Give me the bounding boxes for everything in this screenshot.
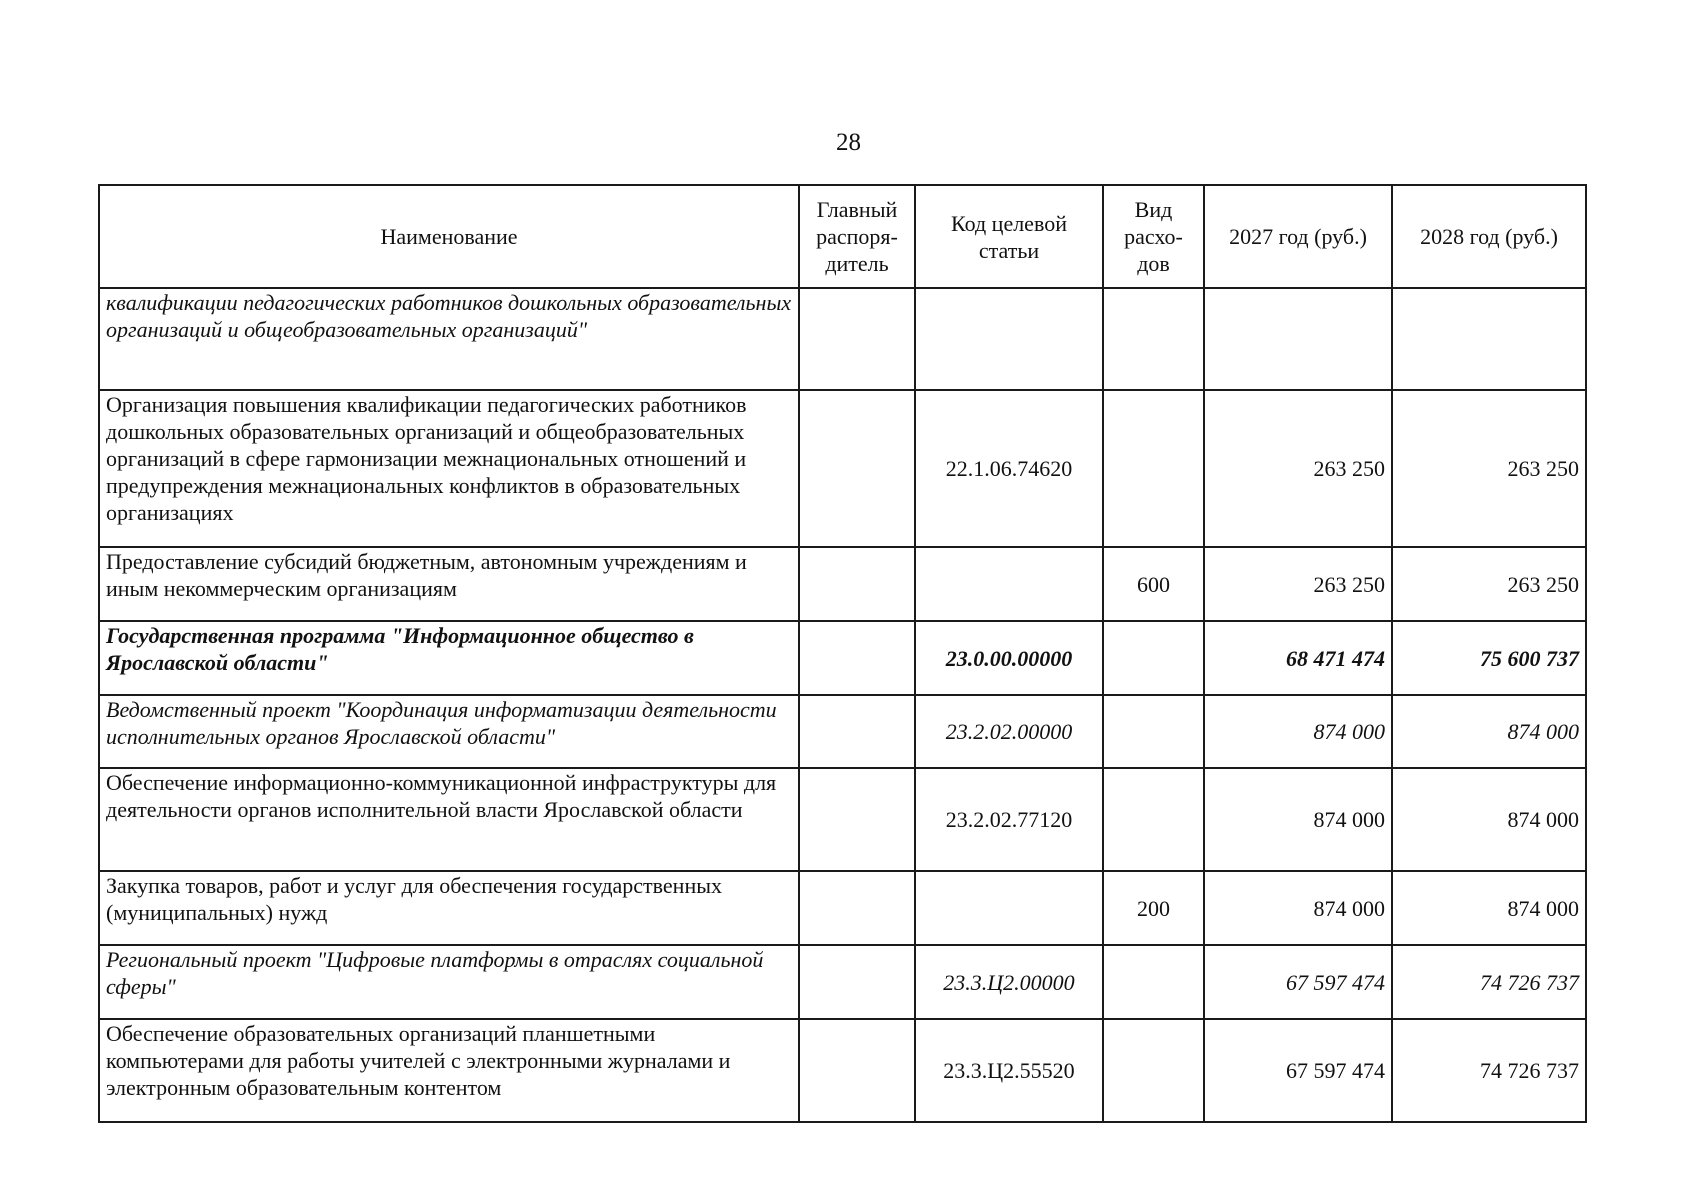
row-code: 23.0.00.00000 bbox=[915, 621, 1103, 695]
row-name: Региональный проект "Цифровые платформы в отраслях социальной сферы" bbox=[99, 945, 799, 1019]
row-manager bbox=[799, 288, 915, 390]
row-amount-2027: 874 000 bbox=[1204, 695, 1392, 768]
row-name: Закупка товаров, работ и услуг для обеспечения государственных (муниципальных) нужд bbox=[99, 871, 799, 945]
row-amount-2027: 263 250 bbox=[1204, 390, 1392, 547]
row-code: 22.1.06.74620 bbox=[915, 390, 1103, 547]
row-name: Обеспечение информационно-коммуникационной инфраструктуры для деятельности органов исполнительной власти Ярославской области bbox=[99, 768, 799, 871]
row-amount-2028: 75 600 737 bbox=[1392, 621, 1586, 695]
row-code bbox=[915, 288, 1103, 390]
row-code: 23.3.Ц2.00000 bbox=[915, 945, 1103, 1019]
row-kind bbox=[1103, 390, 1204, 547]
row-kind bbox=[1103, 695, 1204, 768]
row-amount-2028: 263 250 bbox=[1392, 390, 1586, 547]
row-kind: 200 bbox=[1103, 871, 1204, 945]
table-row bbox=[99, 390, 1586, 547]
row-manager bbox=[799, 945, 915, 1019]
row-code: 23.2.02.77120 bbox=[915, 768, 1103, 871]
table-row bbox=[99, 288, 1586, 390]
row-amount-2028: 874 000 bbox=[1392, 695, 1586, 768]
table-row bbox=[99, 1019, 1586, 1122]
row-manager bbox=[799, 1019, 915, 1122]
row-code: 23.2.02.00000 bbox=[915, 695, 1103, 768]
row-manager bbox=[799, 547, 915, 621]
row-kind bbox=[1103, 288, 1204, 390]
row-code bbox=[915, 871, 1103, 945]
table-row bbox=[99, 768, 1586, 871]
row-name: Ведомственный проект "Координация информатизации деятельности исполнительных органов Ярославской области" bbox=[99, 695, 799, 768]
page-number: 28 bbox=[836, 129, 861, 156]
table-row bbox=[99, 621, 1586, 695]
row-kind bbox=[1103, 1019, 1204, 1122]
row-manager bbox=[799, 695, 915, 768]
row-amount-2028: 263 250 bbox=[1392, 547, 1586, 621]
header-name: Наименование bbox=[99, 185, 799, 288]
row-manager bbox=[799, 768, 915, 871]
row-manager bbox=[799, 621, 915, 695]
header-2027: 2027 год (руб.) bbox=[1204, 185, 1392, 288]
row-amount-2027: 68 471 474 bbox=[1204, 621, 1392, 695]
table-header-row bbox=[99, 185, 1586, 288]
header-kind: Вид расхо-дов bbox=[1103, 185, 1204, 288]
row-manager bbox=[799, 871, 915, 945]
row-kind bbox=[1103, 768, 1204, 871]
row-name: квалификации педагогических работников дошкольных образовательных организаций и общеобразовательных организаций" bbox=[99, 288, 799, 390]
row-amount-2027: 67 597 474 bbox=[1204, 1019, 1392, 1122]
row-amount-2027: 874 000 bbox=[1204, 768, 1392, 871]
row-name: Предоставление субсидий бюджетным, автономным учреждениям и иным некоммерческим организациям bbox=[99, 547, 799, 621]
row-amount-2027: 263 250 bbox=[1204, 547, 1392, 621]
row-kind bbox=[1103, 621, 1204, 695]
row-code: 23.3.Ц2.55520 bbox=[915, 1019, 1103, 1122]
row-name: Обеспечение образовательных организаций планшетными компьютерами для работы учителей с электронными журналами и электронным образовательным контентом bbox=[99, 1019, 799, 1122]
table-row bbox=[99, 547, 1586, 621]
row-amount-2028: 874 000 bbox=[1392, 871, 1586, 945]
row-amount-2028 bbox=[1392, 288, 1586, 390]
header-manager: Главный распоря-дитель bbox=[799, 185, 915, 288]
row-amount-2027: 67 597 474 bbox=[1204, 945, 1392, 1019]
table-row bbox=[99, 695, 1586, 768]
row-name: Организация повышения квалификации педагогических работников дошкольных образовательных организаций и общеобразовательных организаций в сфере гармонизации межнациональных отношений и предупреждения межнациональных конфликтов в образовательных организациях bbox=[99, 390, 799, 547]
header-code: Код целевой статьи bbox=[915, 185, 1103, 288]
row-amount-2028: 74 726 737 bbox=[1392, 945, 1586, 1019]
budget-table bbox=[98, 184, 1587, 1123]
row-name: Государственная программа "Информационное общество в Ярославской области" bbox=[99, 621, 799, 695]
header-2028: 2028 год (руб.) bbox=[1392, 185, 1586, 288]
row-amount-2027 bbox=[1204, 288, 1392, 390]
row-amount-2028: 74 726 737 bbox=[1392, 1019, 1586, 1122]
row-code bbox=[915, 547, 1103, 621]
table-row bbox=[99, 945, 1586, 1019]
row-amount-2027: 874 000 bbox=[1204, 871, 1392, 945]
row-amount-2028: 874 000 bbox=[1392, 768, 1586, 871]
table-row bbox=[99, 871, 1586, 945]
row-manager bbox=[799, 390, 915, 547]
row-kind bbox=[1103, 945, 1204, 1019]
row-kind: 600 bbox=[1103, 547, 1204, 621]
